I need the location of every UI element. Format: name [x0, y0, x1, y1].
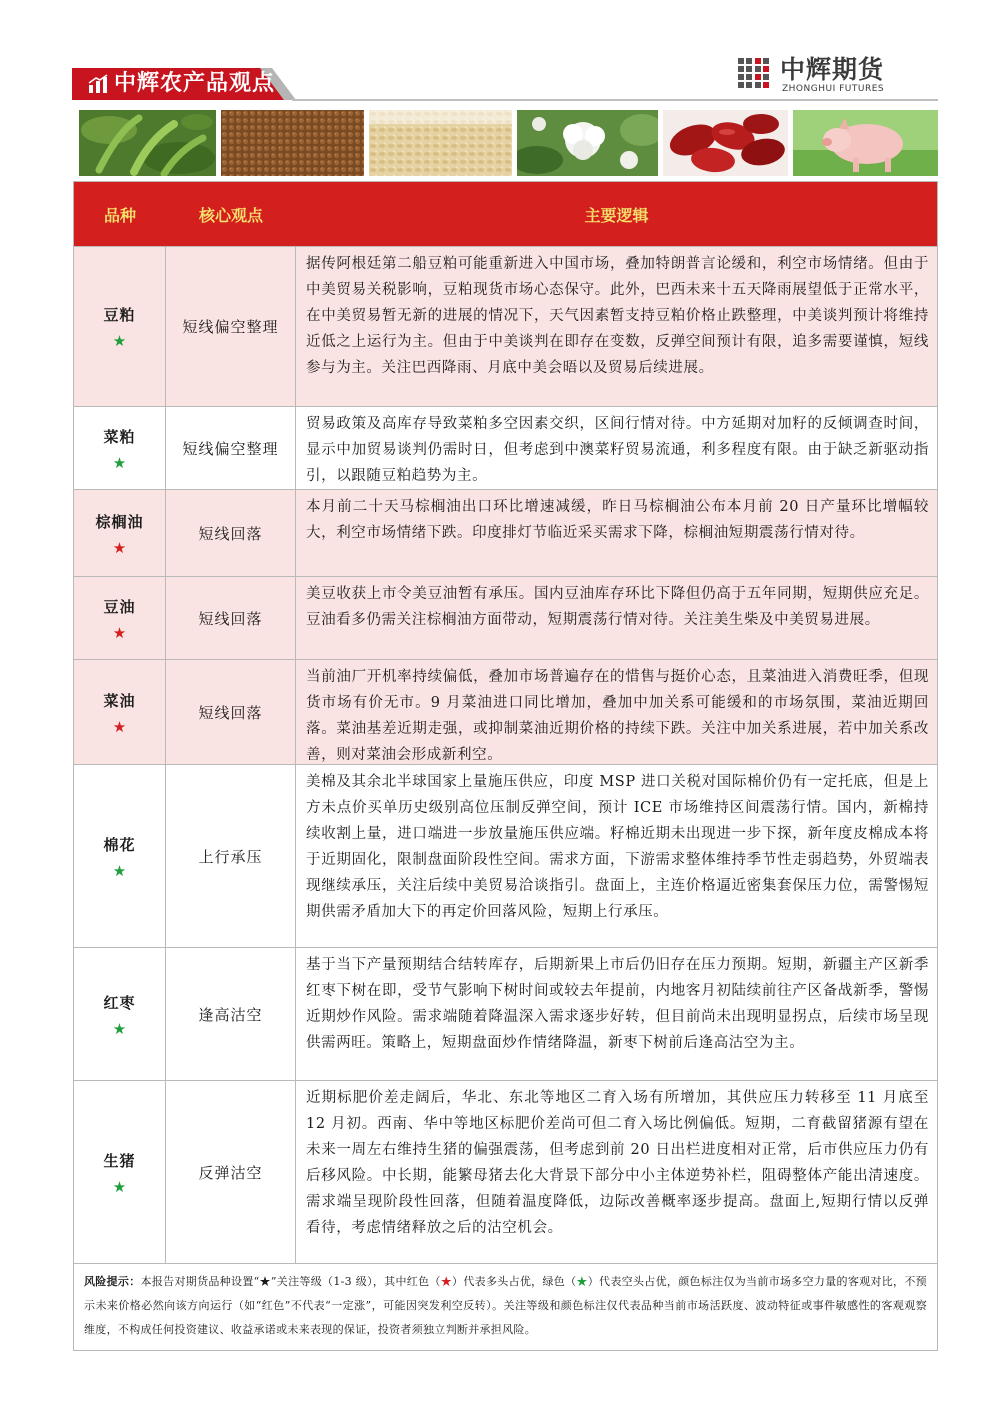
logo-grid-icon: [738, 58, 774, 88]
table-row: [74, 406, 937, 489]
core-view: 短线偏空整理: [166, 407, 296, 489]
table-row: [74, 576, 937, 659]
rapeseed-grains-photo: [221, 110, 364, 176]
star-icon: ★: [112, 453, 127, 472]
risk-text-2: ）代表多头占优，绿色（: [452, 1275, 577, 1288]
red-dates-photo: [663, 110, 788, 176]
company-logo: [738, 56, 938, 96]
core-view: 短线回落: [166, 577, 296, 659]
table-row: [74, 489, 937, 576]
green-star-icon: ★: [576, 1275, 588, 1288]
main-logic: 美棉及其余北半球国家上量施压供应，印度 MSP 进口关税对国际棉价仍有一定托底，但是上方未点价买单历史级别高位压制反弹空间，预计 ICE 市场维持区间震荡行情。国内，新棉持续收割上量，进口端进一步放量施压供应端。籽棉近期未出现进一步下探，新年度皮棉成本将于近期固化，限制盘面阶段性空间。需求方面，下游需求整体维持季节性走弱趋势，外贸端表现继续承压，关注后续中美贸易洽谈指引。盘面上，主连价格逼近密集套保压力位，需警惕短期供需矛盾加大下的再定价回落风险，短期上行承压。: [306, 774, 929, 920]
risk-disclaimer: [74, 1263, 937, 1350]
table-row: [74, 947, 937, 1080]
variety-name: 棉花: [103, 835, 136, 854]
variety-cell: [74, 490, 166, 576]
piglet-photo: [793, 110, 938, 176]
variety-name: 生猪: [103, 1151, 136, 1170]
core-view: 短线回落: [166, 660, 296, 764]
meal-pellets-photo: [369, 110, 512, 176]
variety-name: 菜粕: [103, 427, 136, 446]
core-view: 短线回落: [166, 490, 296, 576]
red-star-icon: ★: [440, 1275, 453, 1288]
table-header: [74, 182, 937, 246]
main-logic: 基于当下产量预期结合结转库存，后期新果上市后仍旧存在压力预期。短期，新疆主产区新季红枣下树在即，受节气影响下树时间或较去年提前，内地客月初陆续前往产区备战新季，警惕近期炒作风险。需求端随着降温深入需求逐步好转，但目前尚未出现明显拐点，后续市场呈现供需两旺。策略上，短期盘面炒作情绪降温，新枣下树前后逢高沽空为主。: [306, 957, 929, 1051]
variety-name: 红枣: [103, 993, 136, 1012]
core-view: 逢高沽空: [166, 948, 296, 1080]
main-logic: 贸易政策及高库存导致菜粕多空因素交织，区间行情对待。中方延期对加籽的反倾调查时间，显示中加贸易谈判仍需时日，但考虑到中澳菜籽贸易流通，利多程度有限。由于缺乏新驱动指引，以跟随豆粕趋势为主。: [306, 416, 929, 484]
star-icon: ★: [112, 717, 127, 736]
commodity-views-table: [73, 181, 938, 1351]
header-main-logic: 主要逻辑: [584, 205, 649, 225]
variety-cell: [74, 247, 166, 406]
star-icon: ★: [112, 623, 127, 642]
header-divider: [292, 99, 938, 101]
variety-cell: [74, 1081, 166, 1263]
risk-text-1: 本报告对期货品种设置“★”关注等级（1-3 级），其中红色（: [140, 1275, 441, 1288]
variety-cell: [74, 660, 166, 764]
main-logic: 近期标肥价差走阔后，华北、东北等地区二育入场有所增加，其供应压力转移至 11 月底至 12 月初。西南、华中等地区标肥价差尚可但二育入场比例偏低。短期，二育截留猪源有望在未来一周左右维持生猪的偏强震荡，但考虑到前 20 日出栏进度相对正常，后市供应压力仍有后移风险。中长期，能繁母猪去化大背景下部分中小主体逆势补栏，阻碍整体产能出清速度。需求端呈现阶段性回落，但随着温度降低，边际改善概率逐步提高。盘面上,短期行情以反弹看待，考虑情绪释放之后的沽空机会。: [306, 1090, 929, 1236]
main-logic: 本月前二十天马棕榈油出口环比增速减缓，昨日马棕榈油公布本月前 20 日产量环比增幅较大，利空市场情绪下跌。印度排灯节临近采买需求下降，棕榈油短期震荡行情对待。: [306, 499, 929, 541]
table-row: [74, 659, 937, 764]
variety-cell: [74, 948, 166, 1080]
logo-text-cn: 中辉期货: [780, 55, 885, 84]
risk-text-3: ）代表空头占优，颜色标注仅为当前市场多空力量的客观对比，不预示未来价格必然向该方向运行（如“红色”不代表“一定涨”，可能因突发利空反转）。关注等级和颜色标注仅代表品种当前市场活跃度、波动特征或事件敏感性的客观观察维度，不构成任何投资建议、收益承诺或未来表现的保证，投资者须独立判断并承担风险。: [84, 1275, 927, 1336]
main-logic: 当前油厂开机率持续偏低，叠加市场普遍存在的惜售与挺价心态，且菜油进入消费旺季，但现货市场有价无市。9 月菜油进口同比增加，叠加中加关系可能缓和的市场氛围，菜油近期回落。菜油基差近期走强，或抑制菜油近期价格的持续下跌。关注中加关系进展，若中加关系改善，则对菜油会形成新利空。: [306, 669, 929, 763]
variety-name: 棕榈油: [95, 512, 144, 531]
cotton-photo: [517, 110, 658, 176]
star-icon: ★: [112, 861, 127, 880]
core-view: 反弹沽空: [166, 1081, 296, 1263]
header-variety: 品种: [103, 205, 136, 225]
star-icon: ★: [112, 332, 127, 350]
variety-name: 豆粕: [103, 306, 136, 324]
star-icon: ★: [112, 1019, 127, 1038]
variety-cell: [74, 407, 166, 489]
core-view: 上行承压: [166, 765, 296, 947]
variety-cell: [74, 765, 166, 947]
table-row: [74, 246, 937, 406]
main-logic: 据传阿根廷第二船豆粕可能重新进入中国市场，叠加特朗普言论缓和，利空市场情绪。但由于中美贸易关税影响，豆粕现货市场心态保守。此外，巴西未来十五天降雨展望低于正常水平，在中美贸易暂无新的进展的情况下，天气因素暂支持豆粕价格止跌整理，中美谈判预计将维持近低之上运行为主。但由于中美谈判在即存在变数，反弹空间预计有限，追多需要谨慎，短线参与为主。关注巴西降雨、月底中美会晤以及贸易后续进展。: [306, 256, 929, 376]
variety-name: 豆油: [103, 597, 136, 616]
risk-label: 风险提示：: [84, 1275, 141, 1288]
main-logic: 美豆收获上市令美豆油暂有承压。国内豆油库存环比下降但仍高于五年同期，短期供应充足。豆油看多仍需关注棕榈油方面带动，短期震荡行情对待。关注美生柴及中美贸易进展。: [306, 586, 929, 628]
logo-text-en: ZHONGHUI FUTURES: [782, 84, 885, 94]
variety-name: 菜油: [103, 691, 136, 710]
soybean-pods-photo: [79, 110, 216, 176]
table-row: [74, 1080, 937, 1263]
section-title: 中辉农产品观点: [114, 71, 276, 96]
star-icon: ★: [112, 538, 127, 557]
variety-cell: [74, 577, 166, 659]
bar-chart-icon: [88, 74, 108, 94]
header-core-view: 核心观点: [198, 205, 263, 225]
core-view: 短线偏空整理: [166, 247, 296, 406]
star-icon: ★: [112, 1177, 127, 1196]
table-row: [74, 764, 937, 947]
